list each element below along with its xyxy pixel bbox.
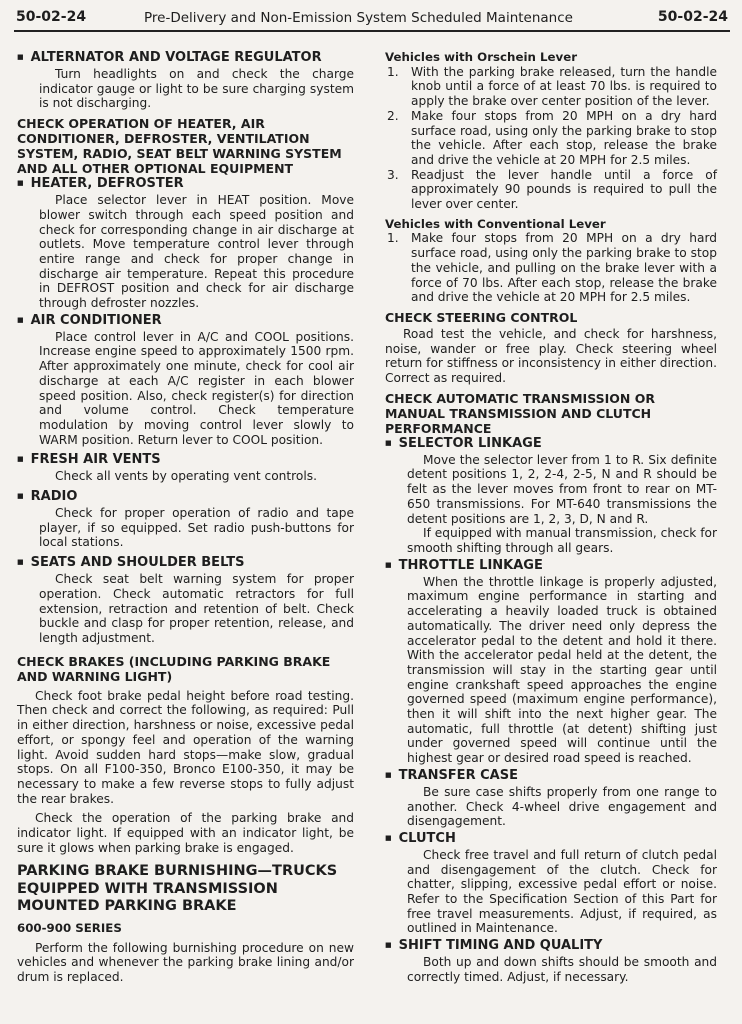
- seats-heading: ■ SEATS AND SHOULDER BELTS: [17, 555, 354, 572]
- steering-section-heading: CHECK STEERING CONTROL: [385, 309, 578, 325]
- right-column: [385, 50, 717, 985]
- list-item: 3. Readjust the lever handle until a force of approximately 90 pounds is required to pull the lever over center.: [387, 167, 717, 212]
- fresh-air-text: Check all vents by operating vent controls.: [55, 469, 317, 484]
- burnishing-text: Perform the following burnishing procedure on new vehicles and whenever the parking brake lining and/or drum is replaced.: [17, 940, 354, 985]
- clutch-text: Check free travel and full return of clutch pedal and disengagement of the clutch. Check for chatter, slipping, excessive pedal effort or noise. Refer to the Specification Section of this Part for free travel measurements. Adjust, if required, as outlined in Maintenance.: [407, 847, 717, 936]
- brakes-text-2: Check the operation of the parking brake and indicator light. If equipped with an indicator light, be sure it glows when parking brake is engaged.: [17, 811, 354, 855]
- alternator-heading: ■ ALTERNATOR AND VOLTAGE REGULATOR: [17, 50, 354, 67]
- heater-heading: ■ HEATER, DEFROSTER: [17, 176, 354, 193]
- selector-text-1: Move the selector lever from 1 to R. Six definite detent positions 1, 2, 2-4, 2-5, N and R should be felt as the lever moves from front to rear on MT-650 transmissions. For MT-640 transmissions the detent positions are 1, 2, 3, D, N and R.: [407, 452, 717, 526]
- heater-section-heading: CHECK OPERATION OF HEATER, AIR CONDITIONER, DEFROSTER, VENTILATION SYSTEM, RADIO, SEAT BELT WARNING SYSTEM AND ALL OTHER OPTIONAL EQUIPMENT: [17, 116, 342, 177]
- transfer-text: Be sure case shifts properly from one range to another. Check 4-wheel drive engagement and disengagement.: [407, 784, 717, 829]
- list-item: 1. With the parking brake released, turn the handle knob until a force of at least 70 lbs. is required to apply the brake over center position of the lever.: [387, 64, 717, 109]
- shift-timing-text: Both up and down shifts should be smooth and correctly timed. Adjust, if necessary.: [407, 955, 717, 984]
- brakes-section-heading: CHECK BRAKES (INCLUDING PARKING BRAKE AND WARNING LIGHT): [17, 653, 331, 684]
- page-number-right: 50-02-24: [657, 9, 728, 25]
- shift-timing-heading: ■ SHIFT TIMING AND QUALITY: [385, 938, 717, 955]
- conventional-heading: Vehicles with Conventional Lever: [385, 216, 606, 231]
- orschein-heading: Vehicles with Orschein Lever: [385, 50, 578, 64]
- series-heading: 600-900 SERIES: [17, 920, 122, 935]
- throttle-heading: ■ THROTTLE LINKAGE: [385, 558, 717, 575]
- selector-text-2: If equipped with manual transmission, check for smooth shifting through all gears.: [407, 526, 717, 555]
- conventional-steps: [385, 231, 717, 305]
- alternator-text: Turn headlights on and check the charge indicator gauge or light to be sure charging system is not discharging.: [39, 67, 354, 111]
- page-number-left: 50-02-24: [16, 9, 87, 25]
- list-item: 2. Make four stops from 20 MPH on a dry hard surface road, using only the parking brake to stop the vehicle. After each stop, release the brake and drive the vehicle at 20 MPH for 2.5 miles.: [387, 108, 717, 167]
- running-title: Pre-Delivery and Non-Emission System Scheduled Maintenance: [144, 10, 573, 26]
- orschein-steps: [385, 65, 717, 212]
- seats-text: Check seat belt warning system for proper operation. Check automatic retractors for full extension, retraction and retention of belt. Check buckle and clasp for proper retention, release, and length adjustment.: [39, 572, 354, 645]
- burnishing-section-heading: PARKING BRAKE BURNISHING—TRUCKS EQUIPPED WITH TRANSMISSION MOUNTED PARKING BRAKE: [17, 863, 338, 915]
- transmission-section-heading: CHECK AUTOMATIC TRANSMISSION OR MANUAL TRANSMISSION AND CLUTCH PERFORMANCE: [385, 390, 655, 436]
- selector-heading: ■ SELECTOR LINKAGE: [385, 436, 717, 453]
- brakes-text-1: Check foot brake pedal height before road testing. Then check and correct the following, as required: Pull in either direction, harshness or noise, excessive pedal effort, or spongy feel and operation of the warning light. Avoid sudden hard stops—make slow, gradual stops. On all F100-350, Bronco E100-350, it may be necessary to make a few reverse stops to fully adjust the rear brakes.: [17, 688, 354, 806]
- fresh-air-heading: ■ FRESH AIR VENTS: [17, 452, 354, 469]
- throttle-text: When the throttle linkage is properly adjusted, maximum engine performance in starting and accelerating a heavily loaded truck is obtained automatically. The driver need only depress the accelerator pedal to the detent and hold it there. With the accelerator pedal held at the detent, the transmission will stay in the starting gear until engine crankshaft speed approaches the engine governed speed (maximum engine performance), then it will shift into the next higher gear. The automatic, full throttle (at detent) shifting just under governed speed will continue until the highest gear or desired road speed is reached.: [407, 574, 717, 766]
- steering-text: Road test the vehicle, and check for harshness, noise, wander or free play. Check steering wheel return for stiffness or inconsistency in either direction. Correct as required.: [385, 326, 717, 386]
- heater-text: Place selector lever in HEAT position. Move blower switch through each speed position and check for corresponding change in air discharge at outlets. Move temperature control lever through entire range and check for proper change in discharge air temperature. Repeat this procedure in DEFROST position and check for air discharge through defroster nozzles.: [39, 193, 354, 311]
- left-column: [17, 50, 354, 985]
- ac-text: Place control lever in A/C and COOL positions. Increase engine speed to approximately 1500 rpm. After approximately one minute, check for cool air discharge at each A/C register in each blower speed position. Also, check register(s) for direction and volume control. Check temperature modulation by moving control lever slowly to WARM position. Return lever to COOL position.: [39, 329, 354, 447]
- ac-heading: ■ AIR CONDITIONER: [17, 313, 354, 330]
- radio-heading: ■ RADIO: [17, 489, 354, 506]
- radio-text: Check for proper operation of radio and tape player, if so equipped. Set radio push-buttons for local stations.: [39, 506, 354, 550]
- clutch-heading: ■ CLUTCH: [385, 831, 717, 848]
- transfer-heading: ■ TRANSFER CASE: [385, 768, 717, 785]
- page-header: [14, 8, 730, 32]
- list-item: 1. Make four stops from 20 MPH on a dry hard surface road, using only the parking brake to stop the vehicle, and pulling on the brake lever with a force of 70 lbs. After each stop, release the brake and drive the vehicle at 20 MPH for 2.5 miles.: [387, 231, 717, 305]
